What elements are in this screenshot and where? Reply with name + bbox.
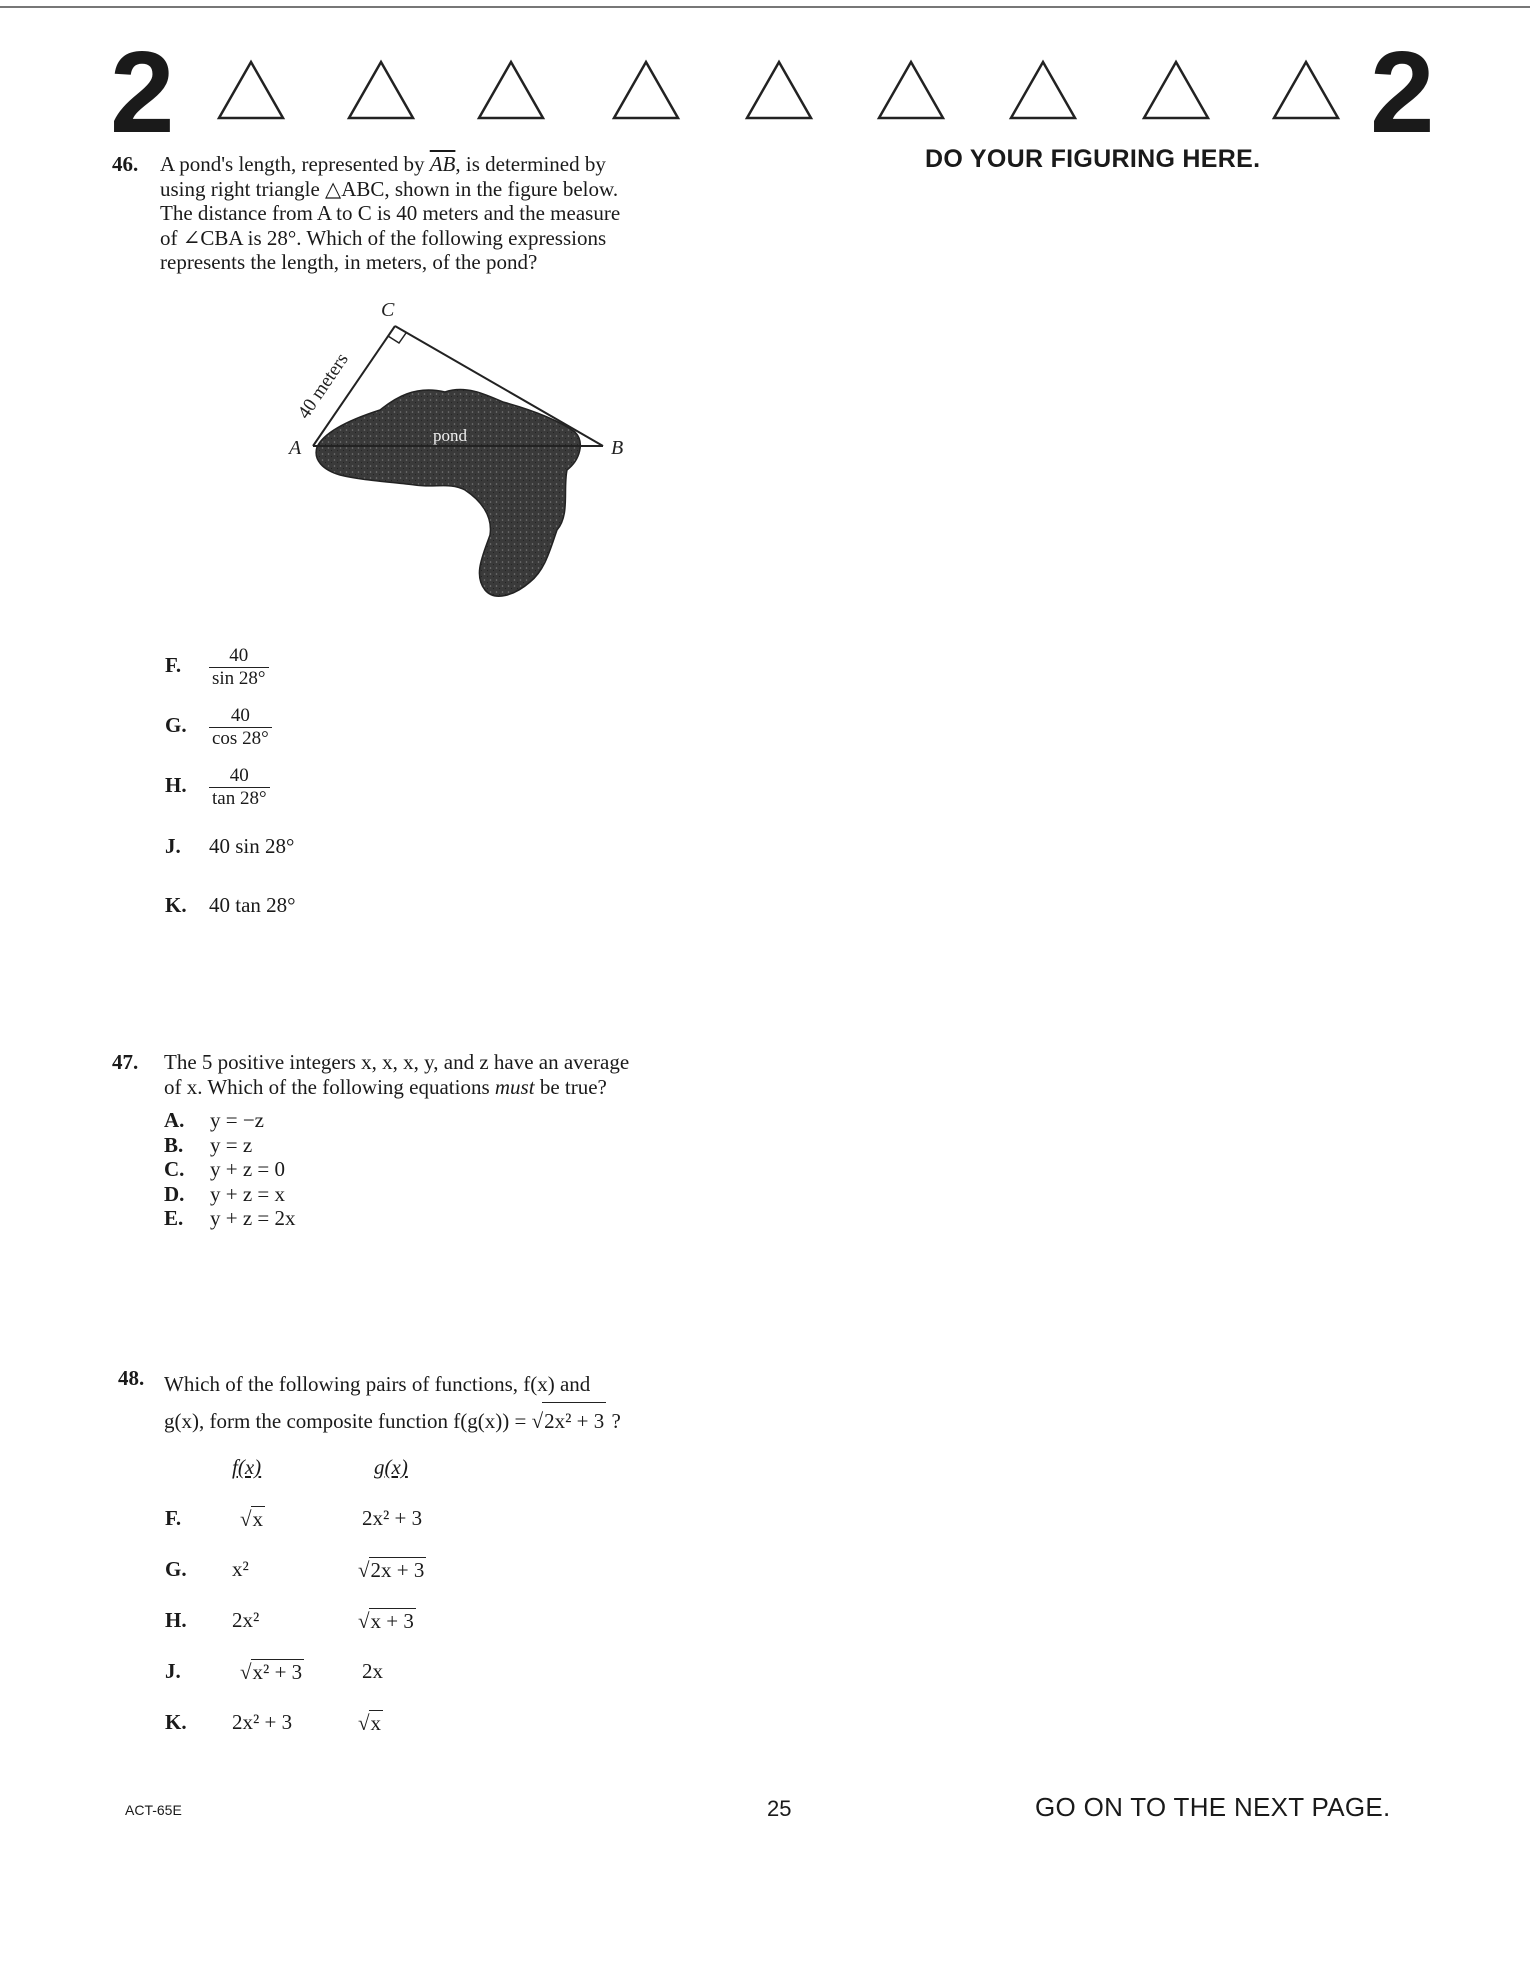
- option-letter: C.: [164, 1157, 185, 1181]
- option-text: y = z: [210, 1132, 253, 1157]
- radicand: 2x + 3: [370, 1558, 425, 1582]
- q46-option-g[interactable]: [165, 705, 272, 750]
- option-letter: A.: [164, 1108, 185, 1132]
- option-letter: J.: [165, 834, 181, 858]
- q47-options: [164, 1108, 296, 1231]
- g-expression: [362, 1659, 383, 1684]
- question-47-number: 47.: [112, 1050, 139, 1074]
- q47-line-1: The 5 positive integers x, x, x, y, and z have an average: [164, 1050, 630, 1074]
- figuring-note: DO YOUR FIGURING HERE.: [925, 145, 1261, 173]
- expression-text: 2x²: [232, 1608, 260, 1632]
- q47-option-d[interactable]: [164, 1182, 296, 1207]
- g-expression: [358, 1608, 416, 1634]
- q46-option-f[interactable]: [165, 645, 269, 690]
- section-triangle-icon: [1007, 58, 1079, 122]
- fraction-denominator: cos 28°: [212, 728, 269, 749]
- column-header-f: f(x): [232, 1455, 262, 1479]
- option-letter: H.: [165, 1608, 187, 1632]
- q46-option-j[interactable]: [165, 834, 294, 859]
- fraction: [209, 705, 272, 750]
- q46-line-2: using right triangle △ABC, shown in the figure below.: [160, 176, 619, 201]
- option-letter: J.: [165, 1659, 181, 1683]
- q48-line-1: Which of the following pairs of functions, f(x) and: [164, 1372, 591, 1396]
- section-triangle-icon: [610, 58, 682, 122]
- option-letter: K.: [165, 893, 187, 917]
- q47-line-2b: be true?: [534, 1074, 607, 1099]
- option-letter: G.: [165, 1557, 187, 1581]
- q47-option-b[interactable]: [164, 1133, 296, 1158]
- section-triangle-icon: [475, 58, 547, 122]
- question-48-text: [164, 1366, 804, 1439]
- option-text: 40 sin 28°: [209, 834, 295, 858]
- option-text: y + z = x: [210, 1181, 286, 1206]
- f-expression: [232, 1710, 292, 1735]
- fraction: [209, 645, 269, 690]
- f-expression: [232, 1557, 249, 1582]
- option-letter: F.: [165, 1506, 182, 1530]
- vertex-label-a: A: [289, 437, 302, 459]
- radicand: x + 3: [370, 1609, 414, 1633]
- question-48-number: 48.: [118, 1366, 145, 1390]
- section-triangle-icon: [1270, 58, 1342, 122]
- q46-line-1b: , is determined by: [455, 152, 606, 176]
- q46-line-4: of ∠CBA is 28°. Which of the following expressions: [160, 225, 607, 250]
- pond-shape: [316, 389, 580, 596]
- pond-triangle-figure: [285, 290, 645, 620]
- fraction-denominator: tan 28°: [212, 788, 267, 809]
- f-expression: [240, 1659, 304, 1685]
- fraction-numerator: 40: [209, 705, 272, 728]
- radical-sign: √: [358, 1558, 370, 1582]
- top-rule: [0, 6, 1530, 8]
- radical-sign: √: [358, 1711, 370, 1735]
- q46-line-1a: A pond's length, represented by: [160, 152, 430, 176]
- right-angle-marker: [388, 333, 406, 343]
- form-code: ACT-65E: [125, 1802, 182, 1818]
- f-expression: [232, 1608, 259, 1633]
- f-expression: [240, 1506, 265, 1532]
- option-letter: G.: [165, 713, 187, 738]
- option-text: y + z = 0: [210, 1157, 286, 1181]
- pond-label: pond: [433, 426, 467, 445]
- option-letter: K.: [165, 1710, 187, 1734]
- q48-line-2a: g(x), form the composite function f(g(x)) =: [164, 1409, 532, 1433]
- option-letter: E.: [164, 1206, 184, 1230]
- q46-option-k[interactable]: [165, 893, 296, 918]
- q47-option-a[interactable]: [164, 1108, 296, 1133]
- q46-line-1: [160, 152, 760, 177]
- vertex-label-c: C: [381, 299, 395, 321]
- q46-option-h[interactable]: [165, 765, 270, 810]
- q47-emphasis: must: [494, 1074, 535, 1099]
- expression-text: 2x: [362, 1659, 383, 1683]
- expression-text: 2x² + 3: [232, 1710, 293, 1734]
- section-triangle-icon: [875, 58, 947, 122]
- next-page-note: GO ON TO THE NEXT PAGE.: [1035, 1792, 1391, 1822]
- radicand: x² + 3: [252, 1660, 303, 1684]
- g-expression: [362, 1506, 422, 1531]
- g-expression: [358, 1557, 426, 1583]
- fraction-numerator: 40: [209, 645, 269, 668]
- side-label-40-meters: 40 meters: [293, 349, 353, 423]
- section-triangle-icon: [743, 58, 815, 122]
- g-expression: [358, 1710, 383, 1736]
- q46-line-3: The distance from A to C is 40 meters and the measure: [160, 201, 621, 225]
- segment-ab: $\overline{AB}$: [429, 152, 456, 176]
- q47-line-2a: of x. Which of the following equations: [164, 1074, 495, 1099]
- option-letter: H.: [165, 773, 187, 798]
- section-number-right: 2: [1370, 27, 1435, 157]
- option-text: y = −z: [210, 1108, 265, 1132]
- radical-sign: √: [240, 1507, 252, 1531]
- q46-line-5: represents the length, in meters, of the pond?: [160, 250, 538, 274]
- fraction-denominator: sin 28°: [212, 668, 266, 689]
- section-triangle-icon: [345, 58, 417, 122]
- q48-line-2: g(x), form the composite function f(g(x)) = √2x² + 3 ?: [164, 1402, 804, 1439]
- q47-option-e[interactable]: [164, 1206, 296, 1231]
- fraction: [209, 765, 270, 810]
- section-triangle-icon: [1140, 58, 1212, 122]
- question-47-text: [164, 1050, 764, 1099]
- question-46-text: [160, 152, 760, 275]
- section-number-left: 2: [110, 27, 175, 157]
- page-number: 25: [767, 1796, 792, 1821]
- question-46-number: 46.: [112, 152, 139, 176]
- radicand: x: [252, 1507, 264, 1531]
- radical-sign: √: [358, 1609, 370, 1633]
- option-text: 40 tan 28°: [209, 893, 296, 917]
- option-letter: B.: [164, 1132, 184, 1157]
- q47-line-2: [164, 1075, 764, 1100]
- vertex-label-b: B: [611, 437, 624, 459]
- section-triangle-icon: [215, 58, 287, 122]
- fraction-numerator: 40: [209, 765, 270, 788]
- expression-text: x²: [232, 1557, 249, 1581]
- q47-option-c[interactable]: [164, 1157, 296, 1182]
- radicand: 2x² + 3: [542, 1402, 606, 1439]
- q48-line-2b: ?: [606, 1409, 621, 1433]
- option-text: y + z = 2x: [210, 1206, 296, 1230]
- radicand: x: [370, 1711, 382, 1735]
- radical-sign: √: [240, 1660, 252, 1684]
- option-letter: F.: [165, 653, 182, 678]
- column-header-g: g(x): [374, 1455, 408, 1479]
- option-letter: D.: [164, 1181, 185, 1206]
- expression-text: 2x² + 3: [362, 1506, 423, 1530]
